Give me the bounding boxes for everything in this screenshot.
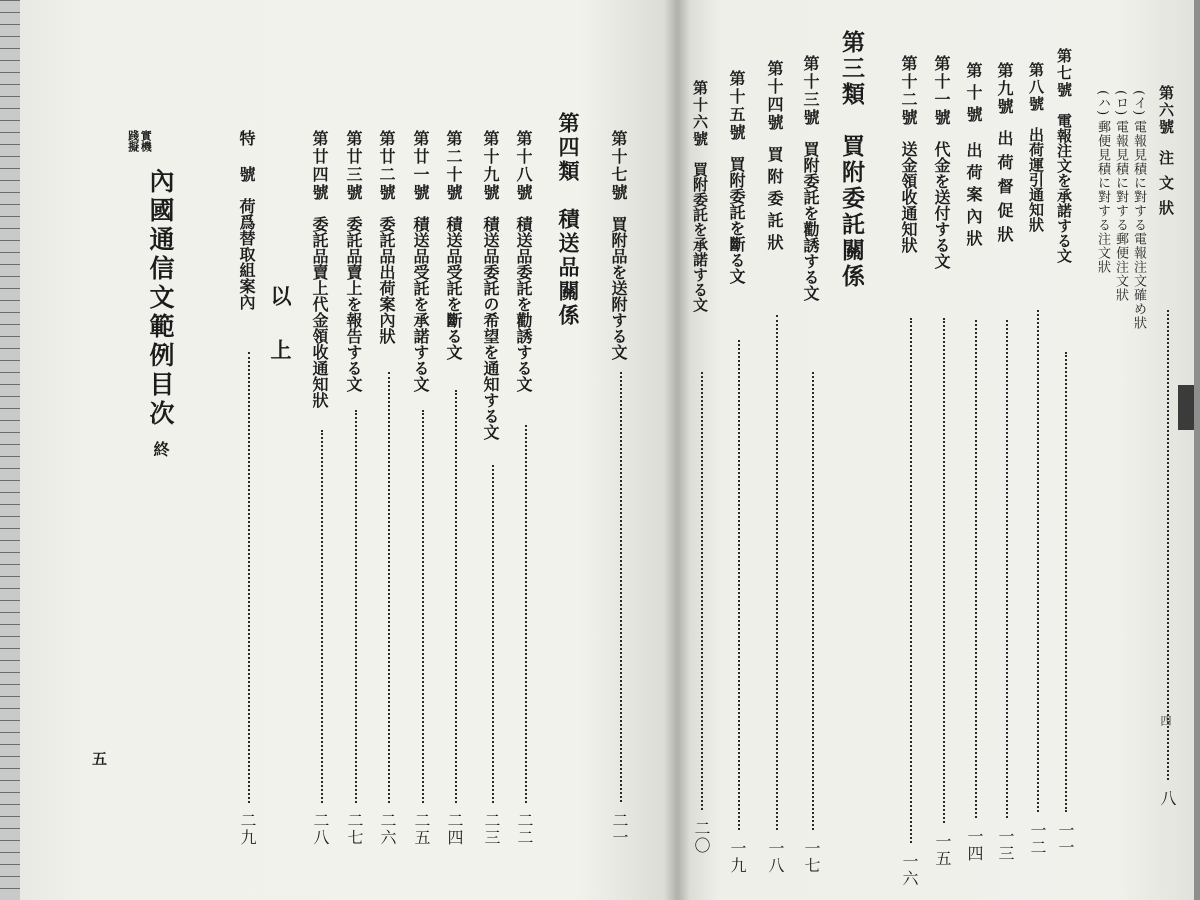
toc-entry-16: 第十六號買附委託を承諾する文: [691, 80, 709, 312]
leader-dots: [321, 430, 323, 803]
toc-entry-19: 第十九號積送品委託の希望を通知する文: [481, 130, 500, 440]
toc-entry-13: 第十三號買附委託を勸誘する文: [801, 55, 820, 301]
toc-entry-21: 第廿一號積送品受託を承諾する文: [411, 130, 430, 392]
toc-entry-24: 第廿四號委託品賣上代金領收通知狀: [310, 130, 329, 408]
leader-dots: [248, 352, 250, 803]
page-number: 二三: [482, 812, 501, 846]
toc-entry-23: 第廿三號委託品賣上を報告する文: [344, 130, 363, 392]
leader-dots: [1065, 352, 1067, 812]
leader-dots: [910, 318, 912, 843]
book-gutter: [664, 0, 690, 900]
page-number: 一七: [802, 840, 821, 874]
page-number: 一二: [1028, 822, 1047, 856]
page-number: 八: [1158, 790, 1177, 807]
toc-sub-ha: (ハ)郵便見積に對する注文狀: [1095, 90, 1110, 275]
section-heading-4: 第四類 積送品關係: [556, 112, 581, 328]
toc-entry-17: [610, 130, 626, 360]
leader-dots: [388, 372, 390, 803]
toc-entry-7: 第七號電報注文を承諾する文: [1055, 48, 1073, 263]
leader-dots: [738, 340, 740, 830]
section-heading-3: 第三類 買附委託關係: [838, 30, 865, 290]
toc-sub-i: (イ)電報見積に對する電報注文確め狀: [1131, 90, 1146, 331]
folio-right: 四: [1159, 715, 1172, 727]
page-number: 一九: [728, 840, 747, 874]
page-number: 二六: [378, 812, 397, 846]
page-number: 二四: [445, 812, 464, 846]
leader-dots: [776, 315, 778, 830]
leader-dots: [1167, 310, 1169, 780]
entry-label: 第十七號: [609, 130, 628, 202]
folio-left: 五: [92, 750, 108, 768]
leader-dots: [455, 390, 457, 803]
open-book: [14, 0, 1200, 900]
page-number: 二〇: [692, 820, 711, 854]
toc-entry-10: 第十號出荷案內狀: [964, 62, 983, 252]
page-number: 二九: [238, 812, 257, 846]
toc-entry-special: 特 號荷爲替取組案內: [237, 130, 256, 310]
toc-entry-22: 第廿二號委託品出荷案內狀: [377, 130, 396, 344]
toc-entry-14: 第十四號買附委託狀: [765, 60, 784, 256]
leader-dots: [525, 425, 527, 803]
leader-dots: [1037, 310, 1039, 812]
toc-entry-20: 第二十號積送品受託を斷る文: [444, 130, 463, 360]
page-number: 一五: [933, 833, 952, 867]
page-number: 一三: [996, 828, 1015, 862]
page-number: 二一: [610, 812, 629, 846]
leader-dots: [620, 372, 622, 802]
leader-dots: [975, 320, 977, 818]
toc-entry-12: 第十二號送金領收通知狀: [899, 55, 918, 253]
page-number: 二七: [345, 812, 364, 846]
page-number: 一一: [1056, 822, 1075, 856]
end-mark: 以 上: [268, 285, 293, 366]
leader-dots: [492, 465, 494, 803]
toc-entry-18: 第十八號積送品委託を勸誘する文: [514, 130, 533, 392]
toc-entry-15: 第十五號買附委託を斷る文: [727, 70, 746, 284]
toc-entry-11: 第十一號代金を送付する文: [932, 55, 951, 269]
book-title-prefix: 實機 踐擬: [126, 130, 153, 152]
toc-entry-9: 第九號出荷督促狀: [995, 62, 1014, 250]
leader-dots: [701, 372, 703, 810]
right-page: [678, 0, 1194, 900]
page-number: 一四: [965, 828, 984, 862]
leader-dots: [1006, 320, 1008, 818]
page-number: 二八: [311, 812, 330, 846]
leader-dots: [355, 410, 357, 803]
page-number: 一六: [900, 853, 919, 887]
book-title: 內國通信文範例目次終: [146, 168, 175, 461]
page-number: 一八: [766, 840, 785, 874]
toc-entry-8: 第八號出荷運引通知狀: [1027, 62, 1045, 232]
left-page: [20, 0, 678, 900]
page-number: 二二: [515, 812, 534, 846]
entry-title: 買附品を送附する文: [609, 216, 628, 360]
leader-dots: [943, 318, 945, 823]
leader-dots: [812, 372, 814, 830]
toc-sub-ro: (ロ)電報見積に對する郵便注文狀: [1113, 90, 1128, 303]
leader-dots: [422, 410, 424, 803]
page-edge-tab: [1178, 385, 1194, 430]
page-number: 二五: [412, 812, 431, 846]
toc-entry-6: 第六號注文狀: [1157, 85, 1175, 225]
